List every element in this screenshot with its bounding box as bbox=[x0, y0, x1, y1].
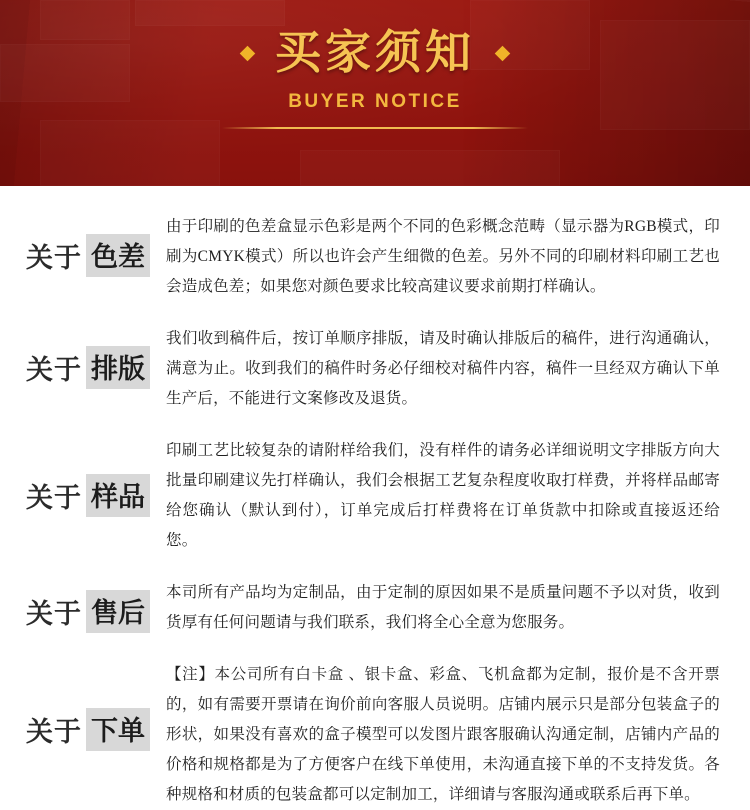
banner bbox=[0, 0, 750, 186]
notice-section-order bbox=[26, 660, 720, 810]
label-prefix: 关于 bbox=[26, 355, 82, 385]
page-subtitle: BUYER NOTICE bbox=[288, 90, 462, 112]
section-label-color bbox=[26, 212, 166, 277]
banner-title-row bbox=[0, 28, 750, 79]
notice-section-sample bbox=[26, 436, 720, 556]
label-keyword: 售后 bbox=[86, 590, 150, 633]
label-keyword: 下单 bbox=[86, 708, 150, 751]
section-label-sample bbox=[26, 436, 166, 517]
section-text-color: 由于印刷的色差盒显示色彩是两个不同的色彩概念范畴（显示器为RGB模式，印刷为CMYK模式）所以也许会产生细微的色差。另外不同的印刷材料印刷工艺也会造成色差；如果您对颜色要求比较高建议要求前期打样确认。 bbox=[166, 218, 720, 295]
label-prefix: 关于 bbox=[26, 483, 82, 513]
section-label-layout bbox=[26, 324, 166, 389]
section-text-after-sales: 本司所有产品均为定制品，由于定制的原因如果不是质量问题不予以对货，收到货厚有任何问题请与我们联系，我们将全心全意为您服务。 bbox=[166, 584, 720, 631]
title-divider bbox=[222, 127, 528, 129]
section-label-order bbox=[26, 660, 166, 751]
banner-content bbox=[0, 28, 750, 129]
page-title: 买家须知 bbox=[275, 27, 475, 78]
notice-section-color bbox=[26, 212, 720, 302]
section-label-after-sales bbox=[26, 578, 166, 633]
label-prefix: 关于 bbox=[26, 599, 82, 629]
section-text-layout: 我们收到稿件后，按订单顺序排版，请及时确认排版后的稿件，进行沟通确认，满意为止。收到我们的稿件时务必仔细校对稿件内容，稿件一旦经双方确认下单生产后，不能进行文案修改及退货。 bbox=[166, 330, 720, 407]
notice-sections bbox=[0, 186, 750, 810]
label-prefix: 关于 bbox=[26, 717, 82, 747]
label-keyword: 排版 bbox=[86, 346, 150, 389]
diamond-left-icon bbox=[240, 46, 256, 62]
notice-section-after-sales bbox=[26, 578, 720, 638]
notice-section-layout bbox=[26, 324, 720, 414]
section-text-sample: 印刷工艺比较复杂的请附样给我们，没有样件的请务必详细说明文字排版方向大批量印刷建议先打样确认，我们会根据工艺复杂程度收取打样费，并将样品邮寄给您确认（默认到付），订单完成后打样费将在订单货款中扣除或直接返还给您。 bbox=[166, 442, 720, 549]
label-keyword: 色差 bbox=[86, 234, 150, 277]
diamond-right-icon bbox=[495, 46, 511, 62]
section-text-order: 【注】本公司所有白卡盒 、银卡盒、彩盒、飞机盒都为定制，报价是不含开票的，如有需要开票请在询价前向客服人员说明。店铺内展示只是部分包装盒子的形状，如果没有喜欢的盒子模型可以发图片跟客服确认沟通定制，店铺内产品的价格和规格都是为了方便客户在线下单使用，未沟通直接下单的不支持发货。各种规格和材质的包装盒都可以定制加工，详细请与客服沟通或联系后再下单。 bbox=[166, 666, 720, 803]
label-prefix: 关于 bbox=[26, 243, 82, 273]
label-keyword: 样品 bbox=[86, 474, 150, 517]
